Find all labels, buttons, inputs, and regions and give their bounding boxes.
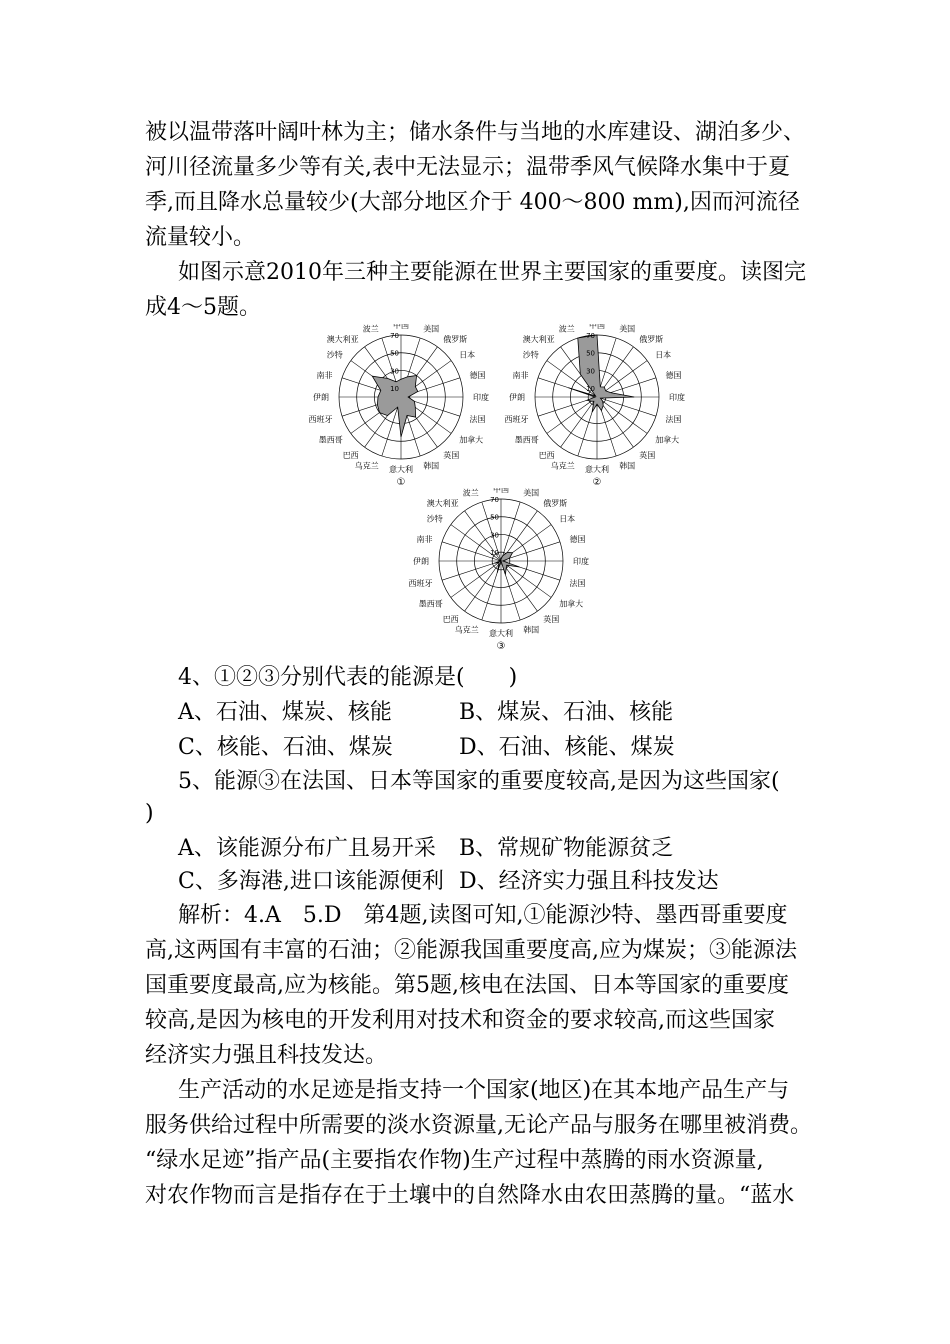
radar-tick-label: 30 [490,531,499,540]
radar-country-label: 沙特 [522,350,539,360]
radar-country-label: 美国 [523,488,540,498]
radar-country-label: 法国 [469,415,486,425]
radar-country-label: 伊朗 [313,393,329,402]
radar-country-label: 沙特 [326,350,343,360]
analysis-line: 国重要度最高,应为核能。第5题,核电在法国、日本等国家的重要度 [145,973,789,998]
radar-country-label: 伊朗 [413,557,429,566]
radar-country-label: 澳大利亚 [326,334,359,344]
radar-tick-label: 10 [390,385,399,394]
paragraph1-line: 被以温带落叶阔叶林为主；储水条件与当地的水库建设、湖泊多少、 [145,120,806,145]
radar-country-label: 日本 [459,350,476,360]
radar-country-label: 巴西 [442,615,459,625]
radar-country-label: 意大利 [489,629,513,638]
radar-chart-2 [497,324,697,490]
paragraph1-line: 河川径流量多少等有关,表中无法显示；温带季风气候降水集中于夏 [145,155,790,180]
q4-option-c: C、核能、石油、煤炭 [178,735,393,760]
paragraph2-line: “绿水足迹”指产品(主要指农作物)生产过程中蒸腾的雨水资源量, [145,1148,764,1173]
radar-tick-label: 70 [390,332,399,340]
radar-tick-label: 30 [586,367,595,376]
radar-country-label: 印度 [473,393,489,402]
q5-option-d: D、经济实力强且科技发达 [459,869,719,894]
q4-stem: 4、①②③分别代表的能源是( ) [178,665,518,690]
radar-country-label: 加拿大 [559,599,584,609]
radar-country-label: 英国 [543,615,560,625]
radar-country-label: 美国 [619,324,636,334]
radar-country-label: 德国 [569,534,586,544]
q5-option-c: C、多海港,进口该能源便利 [178,869,444,894]
radar-tick-label: 50 [390,349,399,358]
radar-country-label: 法国 [569,579,586,589]
radar-data-area [568,335,634,412]
radar-country-label: 意大利 [389,465,413,474]
radar-country-label: 乌克兰 [454,625,479,635]
radar-tick-label: 30 [390,367,399,376]
radar-country-label: 德国 [469,370,486,380]
radar-country-label: 俄罗斯 [543,498,568,508]
q4-option-d: D、石油、核能、煤炭 [459,735,675,760]
radar-country-label: 英国 [639,451,656,461]
radar-country-label: 巴西 [342,451,359,461]
radar-country-label: 韩国 [619,461,636,471]
radar-chart-1 [301,324,501,490]
analysis-line: 较高,是因为核电的开发利用对技术和资金的要求较高,而这些国家 [145,1008,775,1033]
radar-country-label: 西班牙 [308,415,333,425]
intro-line: 如图示意2010年三种主要能源在世界主要国家的重要度。读图完 [178,260,806,285]
radar-chart-label: ② [592,477,602,488]
q4-option-a: A、石油、煤炭、核能 [178,700,392,725]
radar-country-label: 印度 [669,393,685,402]
radar-spoke [465,561,501,611]
paragraph2-line: 对农作物而言是指存在于土壤中的自然降水由农田蒸腾的量。“蓝水 [145,1183,795,1208]
radar-country-label: 印度 [573,557,589,566]
radar-country-label: 墨西哥 [318,435,343,445]
radar-tick-label: 70 [586,332,595,340]
radar-country-label: 加拿大 [459,435,484,445]
radar-chart-3 [401,488,601,654]
radar-country-label: 韩国 [423,461,440,471]
analysis-line: 高,这两国有丰富的石油；②能源我国重要度高,应为煤炭；③能源法 [145,938,797,963]
radar-spoke [597,397,647,433]
q5-stem-cont: ) [145,801,154,826]
radar-country-label: 墨西哥 [418,599,443,609]
radar-spoke [597,397,656,416]
radar-country-label: 中国 [393,324,409,330]
radar-country-label: 俄罗斯 [639,334,664,344]
radar-country-label: 南非 [416,534,433,544]
radar-country-label: 乌克兰 [550,461,575,471]
radar-country-label: 日本 [655,350,672,360]
radar-country-label: 美国 [423,324,440,334]
radar-spoke [451,561,501,597]
radar-tick-label: 10 [490,549,499,558]
radar-country-label: 墨西哥 [514,435,539,445]
paragraph2-line: 生产活动的水足迹是指支持一个国家(地区)在其本地产品生产与 [178,1078,790,1103]
analysis-line: 解析：4.A 5.D 第4题,读图可知,①能源沙特、墨西哥重要度 [178,903,788,928]
radar-country-label: 法国 [665,415,682,425]
radar-country-label: 中国 [493,488,509,494]
analysis-line: 经济实力强且科技发达。 [145,1043,388,1068]
radar-spoke [501,561,551,597]
radar-chart-1-svg [301,324,501,490]
radar-country-label: 南非 [316,370,333,380]
radar-country-label: 韩国 [523,625,540,635]
q5-option-b: B、常规矿物能源贫乏 [459,836,674,861]
q5-option-a: A、该能源分布广且易开采 [178,836,436,861]
radar-chart-3-svg [401,488,601,654]
radar-country-label: 澳大利亚 [426,498,459,508]
radar-country-label: 英国 [443,451,460,461]
radar-country-label: 伊朗 [509,393,525,402]
radar-tick-label: 10 [586,385,595,394]
radar-tick-label: 50 [586,349,595,358]
q4-option-b: B、煤炭、石油、核能 [459,700,674,725]
radar-tick-label: 50 [490,513,499,522]
radar-chart-2-svg [497,324,697,490]
paragraph1-line: 流量较小。 [145,225,256,250]
radar-country-label: 南非 [512,370,529,380]
paragraph1-line: 季,而且降水总量较少(大部分地区介于 400～800 mm),因而河流径 [145,190,800,215]
paragraph2-line: 服务供给过程中所需要的淡水资源量,无论产品与服务在哪里被消费。 [145,1113,812,1138]
radar-country-label: 沙特 [426,514,443,524]
radar-country-label: 西班牙 [504,415,529,425]
radar-country-label: 巴西 [538,451,555,461]
radar-country-label: 俄罗斯 [443,334,468,344]
radar-country-label: 意大利 [585,465,609,474]
radar-country-label: 德国 [665,370,682,380]
radar-country-label: 波兰 [462,488,479,498]
radar-spoke [561,397,597,447]
radar-country-label: 澳大利亚 [522,334,555,344]
radar-spoke [442,561,501,580]
radar-spoke [547,397,597,433]
q5-stem: 5、能源③在法国、日本等国家的重要度较高,是因为这些国家( [178,769,780,794]
radar-spoke [501,502,520,561]
radar-country-label: 乌克兰 [354,461,379,471]
radar-country-label: 西班牙 [408,579,433,589]
radar-country-label: 加拿大 [655,435,680,445]
radar-chart-label: ① [396,477,406,488]
radar-country-label: 波兰 [558,324,575,334]
radar-chart-label: ③ [496,641,506,652]
radar-country-label: 波兰 [362,324,379,334]
radar-tick-label: 70 [490,496,499,504]
intro-line: 成4～5题。 [145,295,261,320]
radar-country-label: 中国 [589,324,605,330]
radar-country-label: 日本 [559,514,576,524]
